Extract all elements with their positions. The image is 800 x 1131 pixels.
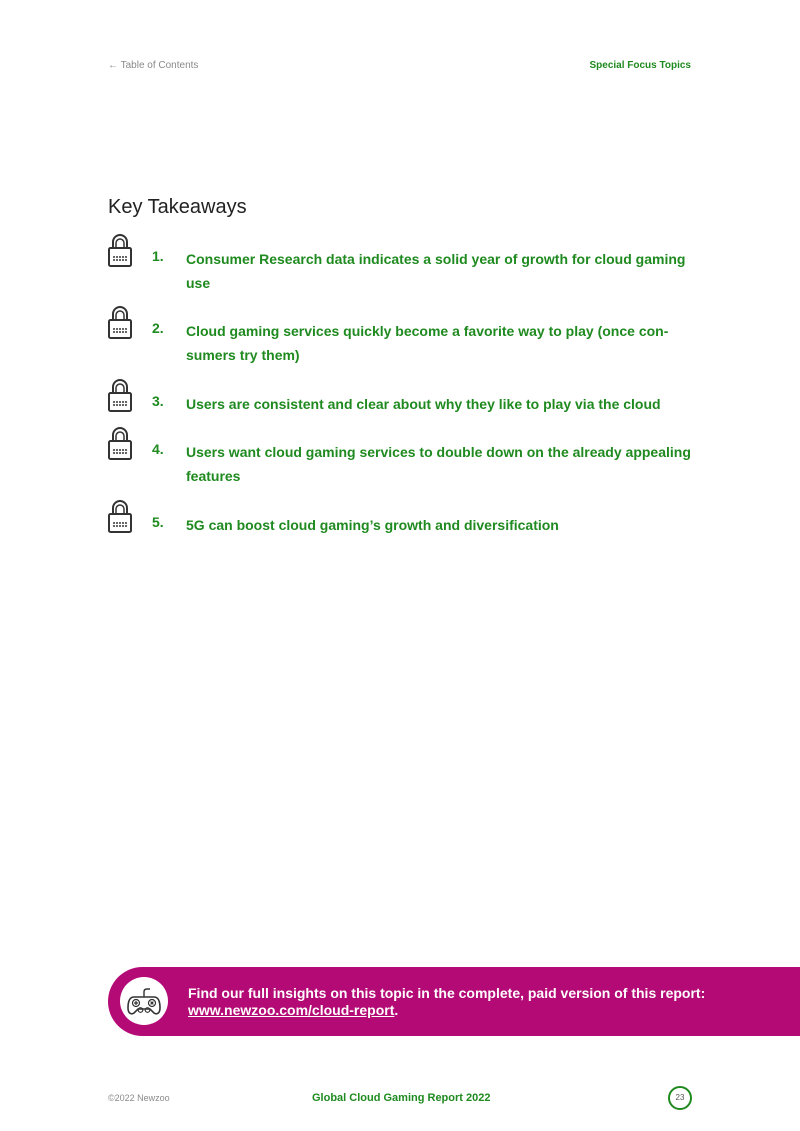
takeaway-item-3: [108, 379, 698, 427]
banner-suffix: .: [394, 1002, 399, 1018]
report-link[interactable]: www.newzoo.com/cloud-report: [188, 1002, 395, 1018]
takeaway-text: Cloud gaming services quickly become a favorite way to play (once con-sumers try them): [186, 323, 669, 363]
padlock-icon: [108, 234, 132, 268]
gamepad-icon: [126, 985, 162, 1017]
takeaway-text: Users are consistent and clear about why they like to play via the cloud: [186, 396, 661, 412]
page-title: Key Takeaways: [108, 196, 247, 218]
section-label: Special Focus Topics: [589, 60, 691, 71]
takeaway-item-1: [108, 234, 698, 306]
takeaways-list: [108, 234, 698, 548]
takeaway-number: 4.: [152, 441, 164, 457]
padlock-icon: [108, 379, 132, 413]
padlock-icon: [108, 306, 132, 340]
takeaway-number: 1.: [152, 248, 164, 264]
takeaway-item-4: [108, 427, 698, 500]
report-title: Global Cloud Gaming Report 2022: [312, 1092, 491, 1104]
takeaway-text: Consumer Research data indicates a solid year of growth for cloud gaming use: [186, 251, 686, 291]
takeaway-item-2: [108, 306, 698, 379]
takeaway-number: 5.: [152, 514, 164, 530]
padlock-icon: [108, 500, 132, 534]
banner-text: [188, 985, 708, 1019]
takeaway-item-5: [108, 500, 698, 548]
page-number: 23: [668, 1086, 692, 1110]
copyright: ©2022 Newzoo: [108, 1093, 170, 1103]
takeaway-number: 2.: [152, 320, 164, 336]
banner-icon-circle: [120, 977, 168, 1025]
table-of-contents-link[interactable]: ← Table of Contents: [108, 60, 199, 71]
padlock-icon: [108, 427, 132, 461]
takeaway-text: Users want cloud gaming services to double down on the already appealing features: [186, 444, 691, 484]
report-promo-banner: [108, 967, 800, 1036]
banner-message: Find our full insights on this topic in the complete, paid version of this report:: [188, 985, 706, 1001]
takeaway-number: 3.: [152, 393, 164, 409]
takeaway-text: 5G can boost cloud gaming’s growth and diversification: [186, 517, 559, 533]
